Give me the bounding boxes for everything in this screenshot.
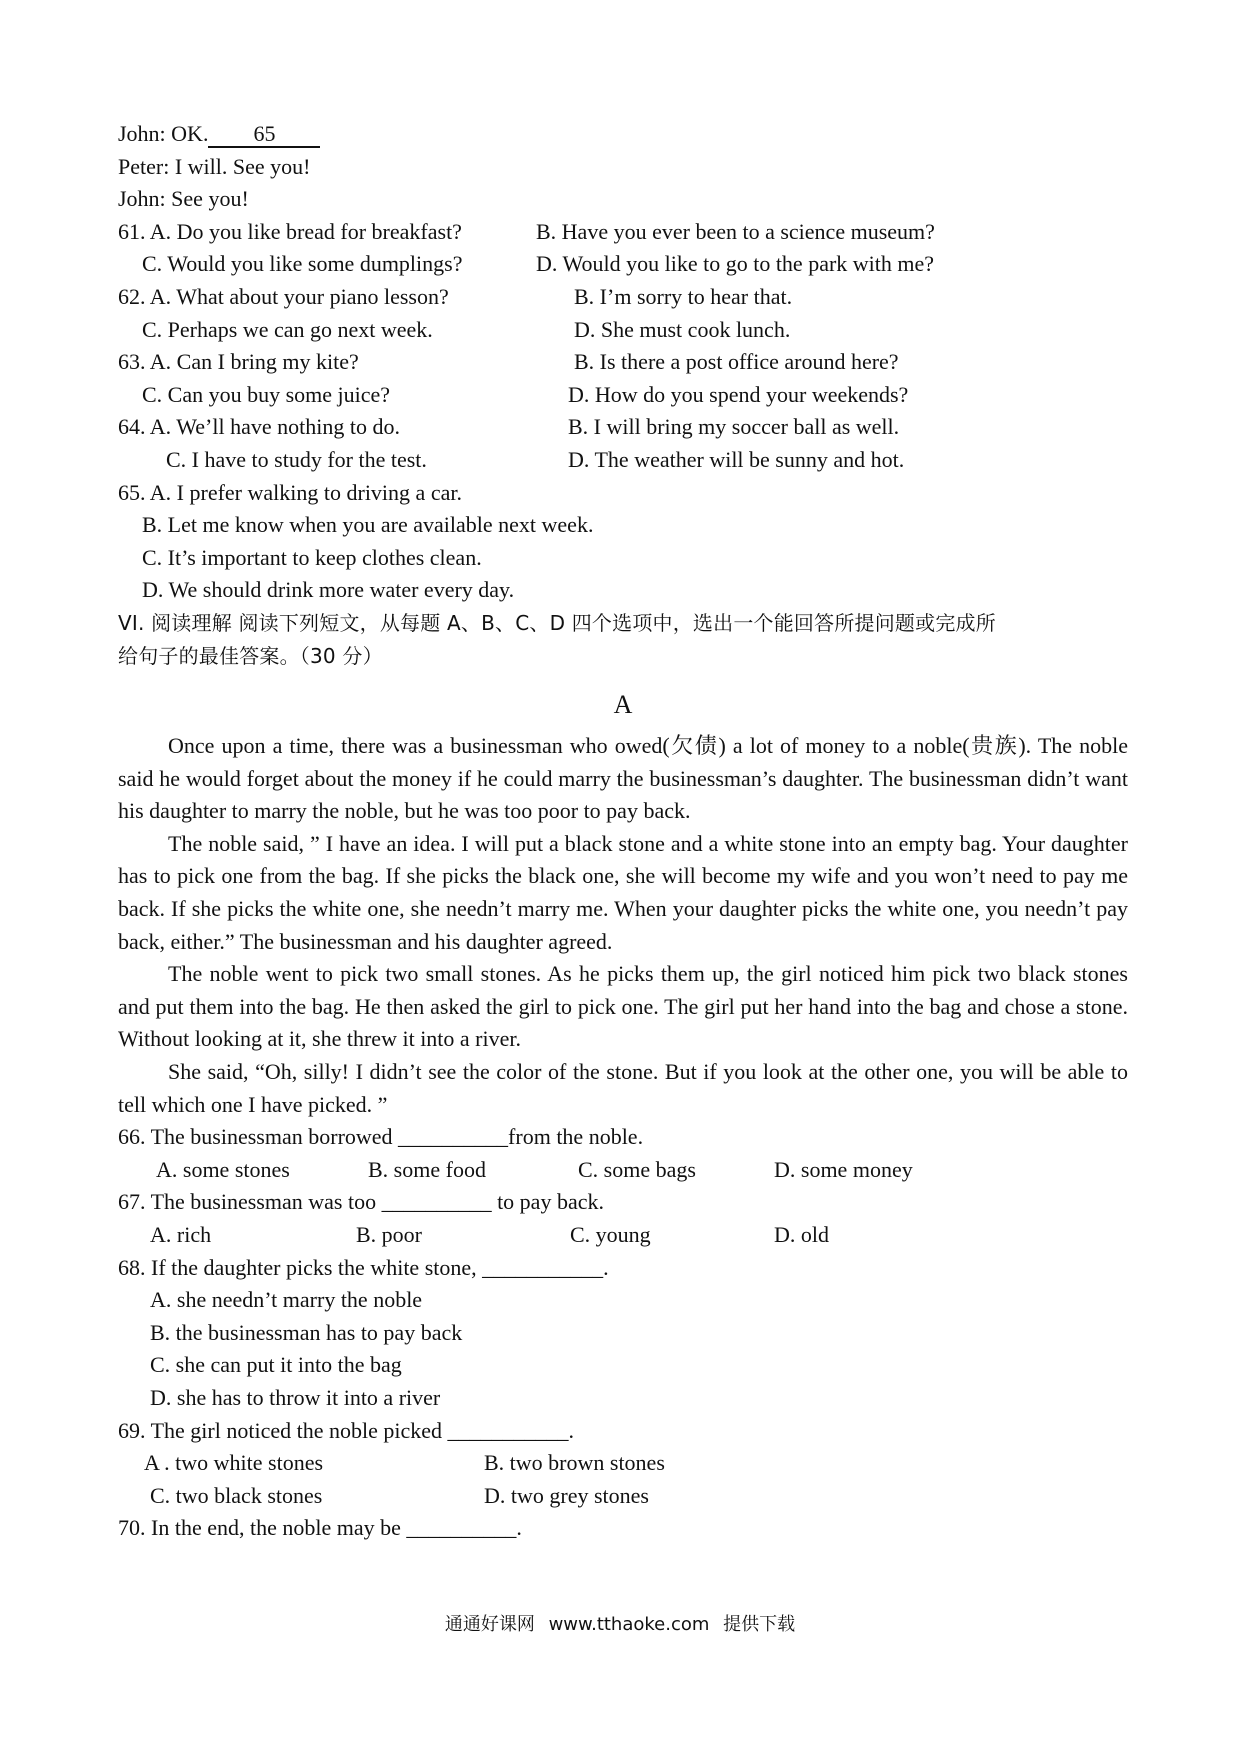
q66-option-b: B. some food — [368, 1156, 486, 1182]
section-heading: VI. 阅读理解 阅读下列短文，从每题 A、B、C、D 四个选项中，选出一个能回答所提问题或完成所 — [118, 610, 996, 635]
q67-options — [118, 1219, 1128, 1252]
q69-row-2 — [118, 1480, 1128, 1513]
q64-row-1 — [118, 411, 1128, 444]
dialogue-line-john-bye: John: See you! — [118, 186, 249, 212]
q67-option-b: B. poor — [356, 1222, 422, 1247]
q64-option-b: B. I will bring my soccer ball as well. — [568, 414, 900, 440]
footer-site-name: 通通好课网 — [444, 1614, 535, 1635]
q66-stem: 66. The businessman borrowed __________from the noble. — [118, 1124, 644, 1150]
dialogue-line-peter: Peter: I will. See you! — [118, 153, 311, 179]
q64-row-2 — [118, 444, 1128, 477]
q69-row-1 — [118, 1447, 1128, 1480]
q66-option-a: A. some stones — [156, 1156, 290, 1182]
q69-stem: 69. The girl noticed the noble picked ___________. — [118, 1417, 575, 1443]
q61-row-2 — [118, 248, 1128, 281]
q69-option-c: C. two black stones — [150, 1482, 323, 1508]
q65-option-b: B. Let me know when you are available next week. — [142, 512, 594, 538]
q69-option-d: D. two grey stones — [484, 1482, 649, 1508]
exam-page — [118, 118, 1128, 1545]
q66-option-d: D. some money — [774, 1156, 913, 1182]
q63-option-b: B. Is there a post office around here? — [574, 349, 899, 375]
q62-option-a: 62. A. What about your piano lesson? — [118, 283, 449, 309]
passage-paragraph-1: Once upon a time, there was a businessman who owed(欠债) a lot of money to a noble(贵族). The noble said he would forget about the money if he could marry the businessman’s daughter. The businessman didn’t want his daughter to marry the noble, but he was too poor to pay back. — [118, 733, 1128, 824]
q68-row-a — [118, 1284, 1128, 1317]
passage-title: A — [613, 690, 633, 720]
q67-option-d: D. old — [774, 1222, 829, 1247]
q64-option-a: 64. A. We’ll have nothing to do. — [118, 414, 400, 440]
q64-option-c: C. I have to study for the test. — [166, 446, 427, 472]
passage-paragraph-4: She said, “Oh, silly! I didn’t see the color of the stone. But if you look at the other one, you will be able to tell which one I have picked. ” — [118, 1059, 1128, 1117]
q62-row-2 — [118, 314, 1128, 347]
q61-option-a: 61. A. Do you like bread for breakfast? — [118, 218, 462, 244]
q62-option-d: D. She must cook lunch. — [574, 316, 791, 342]
q65-row-d — [118, 574, 1128, 607]
q65-row-c — [118, 542, 1128, 575]
q62-option-c: C. Perhaps we can go next week. — [142, 316, 433, 342]
q68-option-b: B. the businessman has to pay back — [150, 1319, 463, 1345]
q70-stem: 70. In the end, the noble may be __________. — [118, 1515, 522, 1541]
footer-note: 提供下载 — [723, 1614, 796, 1635]
q66-option-c: C. some bags — [578, 1156, 696, 1182]
answer-blank: 65 — [208, 122, 320, 148]
q65-row-a — [118, 477, 1128, 510]
q68-option-a: A. she needn’t marry the noble — [150, 1287, 423, 1313]
q68-row-c — [118, 1349, 1128, 1382]
q65-option-c: C. It’s important to keep clothes clean. — [142, 544, 482, 570]
q61-option-b: B. Have you ever been to a science museum? — [536, 218, 935, 244]
q65-row-b — [118, 509, 1128, 542]
q68-option-d: D. she has to throw it into a river — [150, 1384, 441, 1410]
q68-row-b — [118, 1317, 1128, 1350]
q69-option-b: B. two brown stones — [484, 1450, 665, 1476]
q67-option-c: C. young — [570, 1222, 651, 1247]
dialogue-speaker-text: John: OK. — [118, 121, 209, 146]
q67-stem: 67. The businessman was too __________ to pay back. — [118, 1189, 604, 1215]
q63-row-2 — [118, 379, 1128, 412]
q68-option-c: C. she can put it into the bag — [150, 1352, 402, 1378]
passage-paragraph-3: The noble went to pick two small stones. As he picks them up, the girl noticed him pick two black stones and put them into the bag. He then asked the girl to pick one. The girl put her hand into the bag and chose a stone. Without looking at it, she threw it into a river. — [118, 961, 1128, 1052]
q62-option-b: B. I’m sorry to hear that. — [574, 283, 793, 309]
q61-option-c: C. Would you like some dumplings? — [142, 251, 463, 277]
q61-row-1 — [118, 216, 1128, 249]
q68-stem: 68. If the daughter picks the white stone, ___________. — [118, 1254, 609, 1280]
q65-option-d: D. We should drink more water every day. — [142, 577, 515, 603]
section-heading-cont: 给句子的最佳答案。（30 分） — [118, 643, 383, 668]
passage-paragraph-2: The noble said, ” I have an idea. I will put a black stone and a white stone into an empty bag. Your daughter has to pick one from the bag. If she picks the black one, she will become my wife and you won’t need to pay me back. If she picks the white one, she needn’t marry me. When your daughter picks the white one, you needn’t pay back, either.” The businessman and his daughter agreed. — [118, 830, 1128, 954]
q63-option-c: C. Can you buy some juice? — [142, 381, 391, 407]
q66-options — [118, 1154, 1128, 1187]
q65-option-a: 65. A. I prefer walking to driving a car. — [118, 479, 462, 505]
q62-row-1 — [118, 281, 1128, 314]
q67-option-a: A. rich — [150, 1222, 212, 1247]
footer-url: www.tthaoke.com — [548, 1614, 710, 1635]
q63-option-d: D. How do you spend your weekends? — [568, 381, 909, 407]
q61-option-d: D. Would you like to go to the park with me? — [536, 251, 935, 277]
page-footer — [0, 1610, 1240, 1636]
q63-row-1 — [118, 346, 1128, 379]
q69-option-a: A . two white stones — [144, 1450, 324, 1476]
dialogue-line-john-ok — [118, 118, 1128, 151]
q68-row-d — [118, 1382, 1128, 1415]
q64-option-d: D. The weather will be sunny and hot. — [568, 446, 905, 472]
q63-option-a: 63. A. Can I bring my kite? — [118, 349, 359, 375]
